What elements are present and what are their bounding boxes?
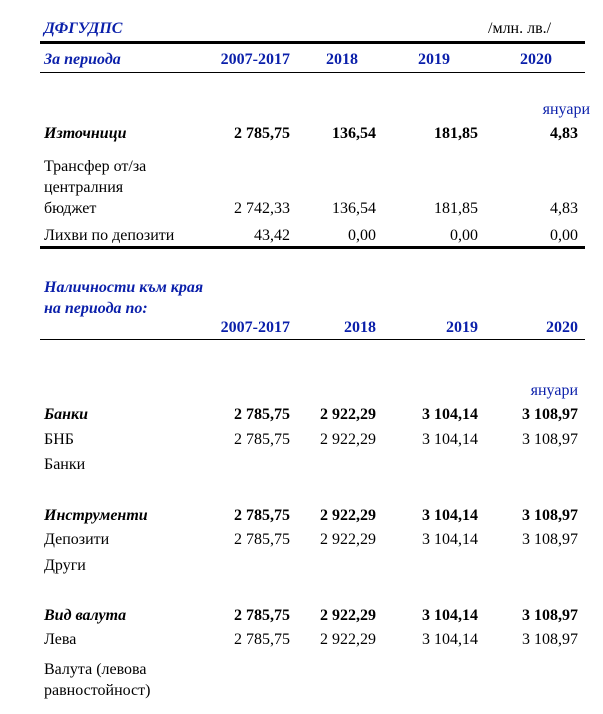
- cell-sources-2019: 181,85: [434, 125, 478, 142]
- cell-deposits-2018: 2 922,29: [320, 531, 376, 548]
- cell-sources-2007-2017: 2 785,75: [234, 125, 290, 142]
- cell-currency-2007-2017: 2 785,75: [234, 607, 290, 624]
- section2-header-rule: [40, 339, 585, 340]
- col2-header-2007-2017: 2007-2017: [220, 319, 290, 336]
- cell-sources-2020: 4,83: [550, 125, 578, 142]
- col-header-2007-2017: 2007-2017: [220, 51, 290, 68]
- cell-banks-2020: 3 108,97: [522, 406, 578, 423]
- row-label-bnb: БНБ: [44, 431, 74, 448]
- cell-leva-2007-2017: 2 785,75: [234, 631, 290, 648]
- cell-leva-2018: 2 922,29: [320, 631, 376, 648]
- cell-banks-2007-2017: 2 785,75: [234, 406, 290, 423]
- col-header-2018: 2018: [326, 51, 358, 68]
- month-note: януари: [542, 101, 590, 118]
- cell-deposits-2020: 3 108,97: [522, 531, 578, 548]
- cell-transfer-2018: 136,54: [332, 200, 376, 217]
- group-label-currency: Вид валута: [44, 607, 127, 624]
- cell-instruments-2007-2017: 2 785,75: [234, 507, 290, 524]
- cell-instruments-2020: 3 108,97: [522, 507, 578, 524]
- col2-header-2020: 2020: [546, 319, 578, 336]
- cell-bnb-2020: 3 108,97: [522, 431, 578, 448]
- row-label-deposits: Депозити: [44, 531, 110, 548]
- cell-banks-2018: 2 922,29: [320, 406, 376, 423]
- col-header-2019: 2019: [418, 51, 450, 68]
- cell-interest-2020: 0,00: [550, 227, 578, 244]
- cell-currency-2018: 2 922,29: [320, 607, 376, 624]
- col2-header-2018: 2018: [344, 319, 376, 336]
- cell-leva-2020: 3 108,97: [522, 631, 578, 648]
- group-label-banks: Банки: [44, 406, 89, 423]
- row-label-banks-sub: Банки: [44, 456, 86, 473]
- cell-interest-2007-2017: 43,42: [254, 227, 290, 244]
- cell-deposits-2007-2017: 2 785,75: [234, 531, 290, 548]
- units-label: /млн. лв./: [488, 20, 552, 37]
- month-note-2: януари: [530, 382, 578, 399]
- period-label: За периода: [44, 51, 121, 68]
- row-label-interest: Лихви по депозити: [44, 227, 175, 244]
- row-label-sources: Източници: [44, 125, 127, 142]
- row-label-leva: Лева: [44, 631, 77, 648]
- cell-transfer-2019: 181,85: [434, 200, 478, 217]
- col-header-2020: 2020: [520, 51, 552, 68]
- report-title: ДФГУДПС: [44, 20, 123, 37]
- cell-banks-2019: 3 104,14: [422, 406, 478, 423]
- section1-rule-bottom: [40, 246, 585, 249]
- cell-currency-2019: 3 104,14: [422, 607, 478, 624]
- cell-transfer-2007-2017: 2 742,33: [234, 200, 290, 217]
- cell-currency-2020: 3 108,97: [522, 607, 578, 624]
- cell-instruments-2019: 3 104,14: [422, 507, 478, 524]
- header-rule-bottom: [40, 72, 585, 73]
- col2-header-2019: 2019: [446, 319, 478, 336]
- cell-interest-2018: 0,00: [348, 227, 376, 244]
- header-rule-top: [40, 41, 585, 44]
- cell-bnb-2007-2017: 2 785,75: [234, 431, 290, 448]
- cell-bnb-2019: 3 104,14: [422, 431, 478, 448]
- cell-deposits-2019: 3 104,14: [422, 531, 478, 548]
- cell-sources-2018: 136,54: [332, 125, 376, 142]
- balances-label: Наличности към края на периода по:: [44, 279, 204, 317]
- cell-transfer-2020: 4,83: [550, 200, 578, 217]
- cell-bnb-2018: 2 922,29: [320, 431, 376, 448]
- cell-leva-2019: 3 104,14: [422, 631, 478, 648]
- group-label-instruments: Инструменти: [44, 507, 148, 524]
- cell-instruments-2018: 2 922,29: [320, 507, 376, 524]
- row-label-other: Други: [44, 557, 86, 574]
- cell-interest-2019: 0,00: [450, 227, 478, 244]
- row-label-transfer: Трансфер от/за централния бюджет: [44, 158, 147, 217]
- row-label-foreign-currency: Валута (левова равностойност): [44, 661, 151, 699]
